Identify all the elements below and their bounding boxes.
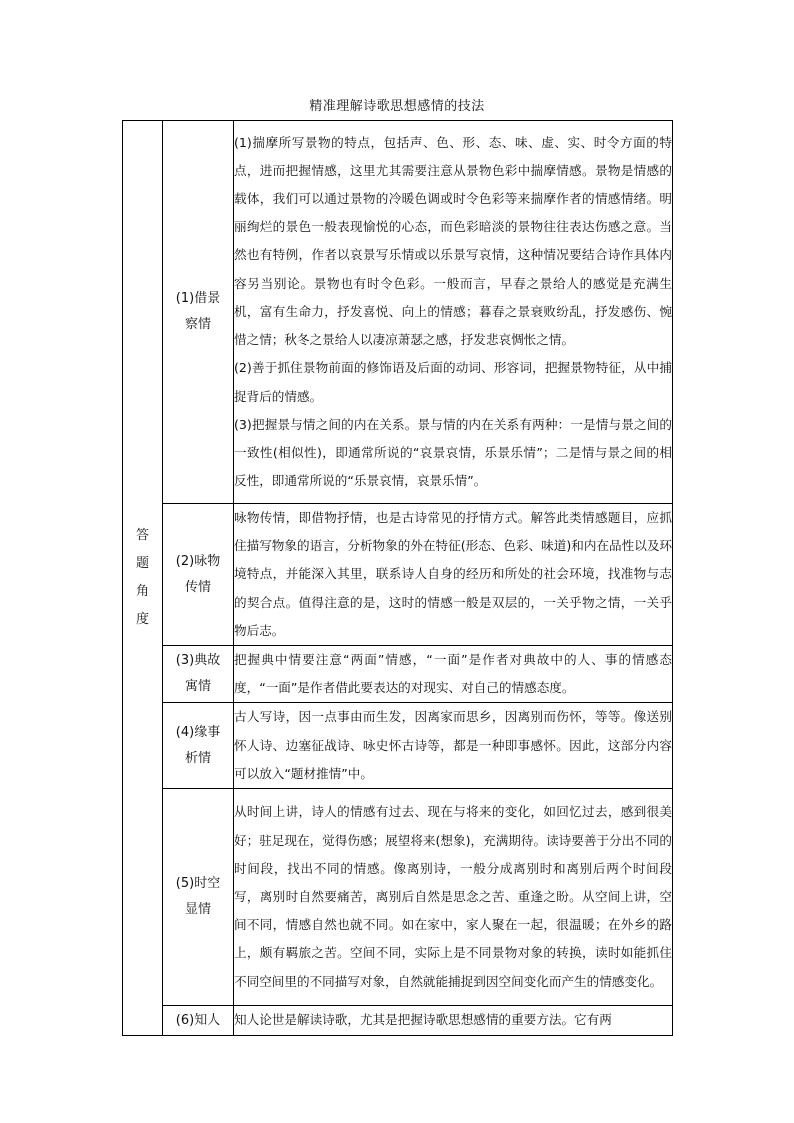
- method-cell: [163, 1006, 234, 1036]
- document-title: 精准理解诗歌思想感情的技法: [309, 99, 485, 114]
- method-label: 析情: [184, 750, 211, 766]
- method-label: 传情: [184, 579, 211, 595]
- content-cell: [234, 703, 673, 789]
- content-cell: [234, 646, 673, 703]
- method-label: (6)知人: [175, 1012, 221, 1028]
- method-label: (1)借景: [175, 291, 221, 306]
- category-char: 角: [135, 584, 149, 600]
- category-cell: [123, 121, 163, 1036]
- table-row: [123, 703, 673, 789]
- table-row: [123, 1006, 673, 1036]
- content-paragraph: 咏物传情，即借物抒情，也是古诗常见的抒情方式。解答此类情感题目，应抓住描写物象的语言，分析物象的外在特征(形态、色彩、味道)和内在品性以及环境特点，并能深入其里，联系诗人自身的经历和所处的社会环境，找准物与志的契合点。值得注意的是，这时的情感一般是双层的，一关乎物之情，一关乎物后志。: [234, 510, 673, 638]
- table-row: [123, 504, 673, 646]
- table-row: [123, 121, 673, 504]
- technique-table: [122, 120, 673, 1036]
- method-cell: [163, 504, 234, 646]
- method-cell: [163, 121, 234, 504]
- content-paragraph: 古人写诗，因一点事由而生发，因离家而思乡，因离别而伤怀，等等。像送别怀人诗、边塞征战诗、咏史怀古诗等，都是一种即事感怀。因此，这部分内容可以放入“题材推情”中。: [234, 709, 672, 781]
- method-cell: [163, 646, 234, 703]
- method-label: (4)缘事: [175, 724, 221, 740]
- category-char: 答: [135, 528, 149, 544]
- content-cell: [234, 504, 673, 646]
- content-cell: [234, 1006, 673, 1036]
- method-label: 察情: [184, 317, 211, 332]
- table-row: [123, 646, 673, 703]
- method-label: 寓情: [184, 679, 211, 695]
- method-cell: [163, 789, 234, 1006]
- table-row: [123, 789, 673, 1006]
- method-cell: [163, 703, 234, 789]
- content-paragraph: 知人论世是解读诗歌，尤其是把握诗歌思想感情的重要方法。它有两: [234, 1012, 612, 1028]
- content-paragraph: 把握典中情要注意“两面”情感，“一面”是作者对典故中的人、事的情感态度，“一面”是作者借此要表达的对现实、对自己的情感态度。: [234, 652, 672, 696]
- category-char: 题: [135, 556, 149, 572]
- content-paragraph: (3)把握景与情之间的内在关系。景与情的内在关系有两种：一是情与景之间的一致性(相似性)，即通常所说的“哀景哀情，乐景乐情”；二是情与景之间的相反性，即通常所说的“乐景哀情，哀景乐情”。: [234, 416, 672, 489]
- method-label: 显情: [184, 902, 211, 918]
- content-paragraph: 从时间上讲，诗人的情感有过去、现在与将来的变化，如回忆过去，感到很美好；驻足现在，觉得伤感；展望将来(想象)，充满期待。读诗要善于分出不同的时间段，找出不同的情感。像离别诗，一般分成离别时和离别后两个时间段写，离别时自然要痛苦，离别后自然是思念之苦、重逢之盼。从空间上讲，空间不同，情感自然也就不同。如在家中，家人聚在一起，很温暖；在外乡的路上，颇有羁旅之苦。空间不同，实际上是不同景物对象的转换，读时如能抓住不同空间里的不同描写对象，自然就能捕捉到因空间变化而产生的情感变化。: [234, 804, 673, 989]
- content-paragraph: (1)揣摩所写景物的特点，包括声、色、形、态、味、虚、实、时令方面的特点，进而把握情感，这里尤其需要注意从景物色彩中揣摩情感。景物是情感的载体，我们可以通过景物的冷暖色调或时令色彩等来揣摩作者的情感情绪。明丽绚烂的景色一般表现愉悦的心态，而色彩暗淡的景物往往表达伤感之意。当然也有特例，作者以哀景写乐情或以乐景写哀情，这种情况要结合诗作具体内容另当别论。景物也有时令色彩。一般而言，早春之景给人的感觉是充满生机，富有生命力，抒发喜悦、向上的情感；暮春之景衰败纷乱，抒发感伤、惋惜之情；秋冬之景给人以凄凉萧瑟之感，抒发悲哀惆怅之情。: [234, 134, 672, 348]
- content-cell: [234, 121, 673, 504]
- method-label: (2)咏物: [175, 553, 221, 569]
- content-cell: [234, 789, 673, 1006]
- method-label: (5)时空: [175, 876, 221, 892]
- method-label: (3)典故: [175, 653, 221, 669]
- category-char: 度: [135, 612, 149, 628]
- content-paragraph: (2)善于抓住景物前面的修饰语及后面的动词、形容词，把握景物特征，从中捕捉背后的情感。: [234, 360, 672, 404]
